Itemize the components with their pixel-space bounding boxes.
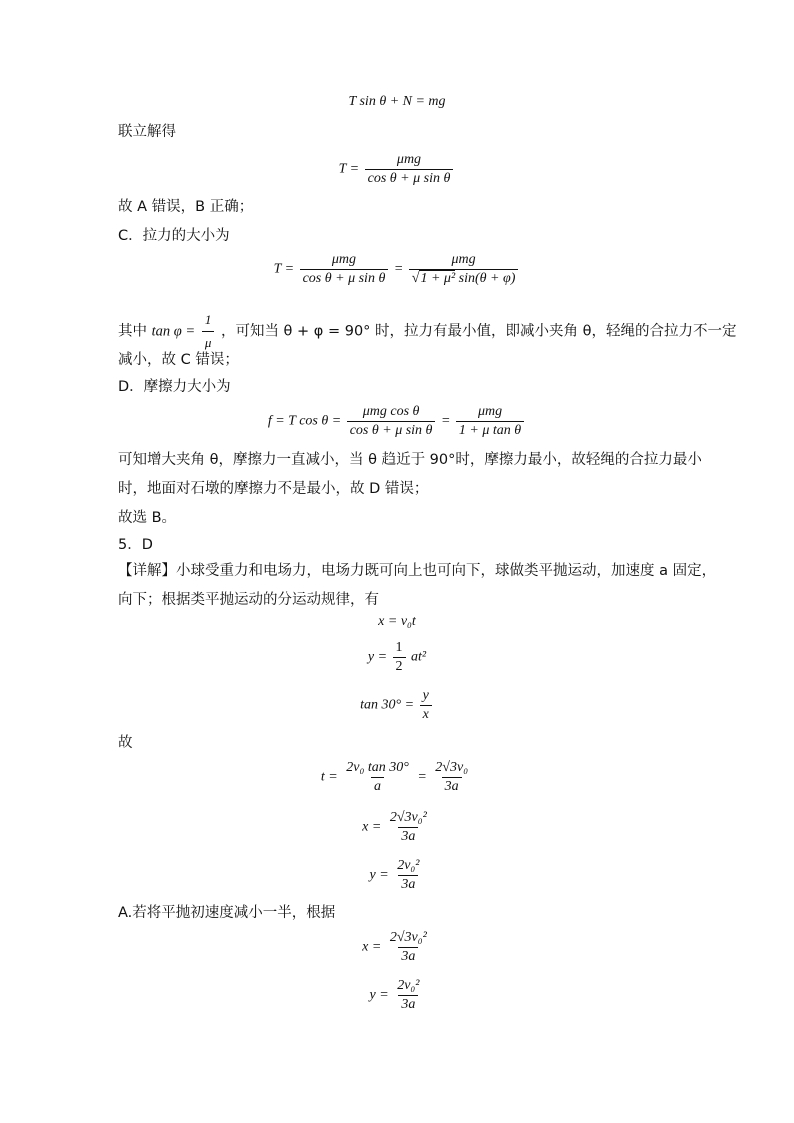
equation-tan30: tan 30° = $\frac{y}{x}$ (0, 688, 794, 723)
equation-t-solution: T = $\frac{\text{μmg}}{\text{cos θ + μ sin θ}}$ (0, 152, 794, 187)
text-line: 故选 B。 (118, 510, 177, 526)
text-line: 可知增大夹角 θ，摩擦力一直减小，当 θ 趋近于 90°时，摩擦力最小，故轻绳的合拉力最小 (118, 452, 702, 468)
equation-y-result: y = $\frac{\text{2v₀²}}{3a}$ (369, 858, 420, 892)
text-line: 其中 tan φ = $\frac{1}{\mu}$ ，可知当 θ + φ = 90° 时，拉力有最小值，即减小夹角 θ，轻绳的合拉力不一定 (118, 310, 737, 353)
equation-x-result-2: x = $\frac{\text{2√3v₀²}}{3a}$ (362, 930, 427, 964)
answer-heading: 5．D (118, 537, 153, 553)
equation-friction: f = T cos θ = $\frac{\text{μmg cos θ}}{\text{cos θ + μ sin θ}}$ = $\frac{\text{μmg}}{\text{1 + μ tan θ}}$ (0, 404, 794, 439)
text-line: 故 (118, 735, 133, 751)
equation-t-sin-n: T sin θ + N = mg (348, 94, 446, 109)
text-line: A.若将平抛初速度减小一半，根据 (118, 905, 336, 921)
text-line: C．拉力的大小为 (118, 228, 230, 244)
equation-x-result: x = $\frac{\text{2√3v₀²}}{3a}$ (362, 810, 427, 844)
text-line: D．摩擦力大小为 (118, 379, 231, 395)
equation-x: x = v₀t (378, 614, 416, 629)
equation-t-result: t = $\frac{\text{2v₀ tan 30°}}{a}$ = $\frac{\text{2√3v₀}}{3a}$ (320, 760, 469, 794)
text-line: 减小，故 C 错误； (118, 352, 239, 368)
equation-tension: T = $\frac{\text{μmg}}{\text{cos θ + μ sin θ}}$ = $\frac{\text{μmg}}{\text{√1 + μ² sin(θ + φ)}}$ (0, 252, 794, 287)
text-line: 【详解】小球受重力和电场力，电场力既可向上也可向下，球做类平抛运动，加速度 a 固定， (118, 563, 717, 579)
text-line: 故 A 错误，B 正确； (118, 199, 254, 215)
equation-y: y = $\frac{1}{2}$ at² (367, 640, 427, 674)
equation-y-result-2: y = $\frac{\text{2v₀²}}{3a}$ (369, 978, 420, 1012)
text-line: 时，地面对石墩的摩擦力不是最小，故 D 错误； (118, 481, 429, 497)
text-line: 向下；根据类平抛运动的分运动规律，有 (118, 592, 379, 608)
text-line: 联立解得 (118, 124, 176, 140)
